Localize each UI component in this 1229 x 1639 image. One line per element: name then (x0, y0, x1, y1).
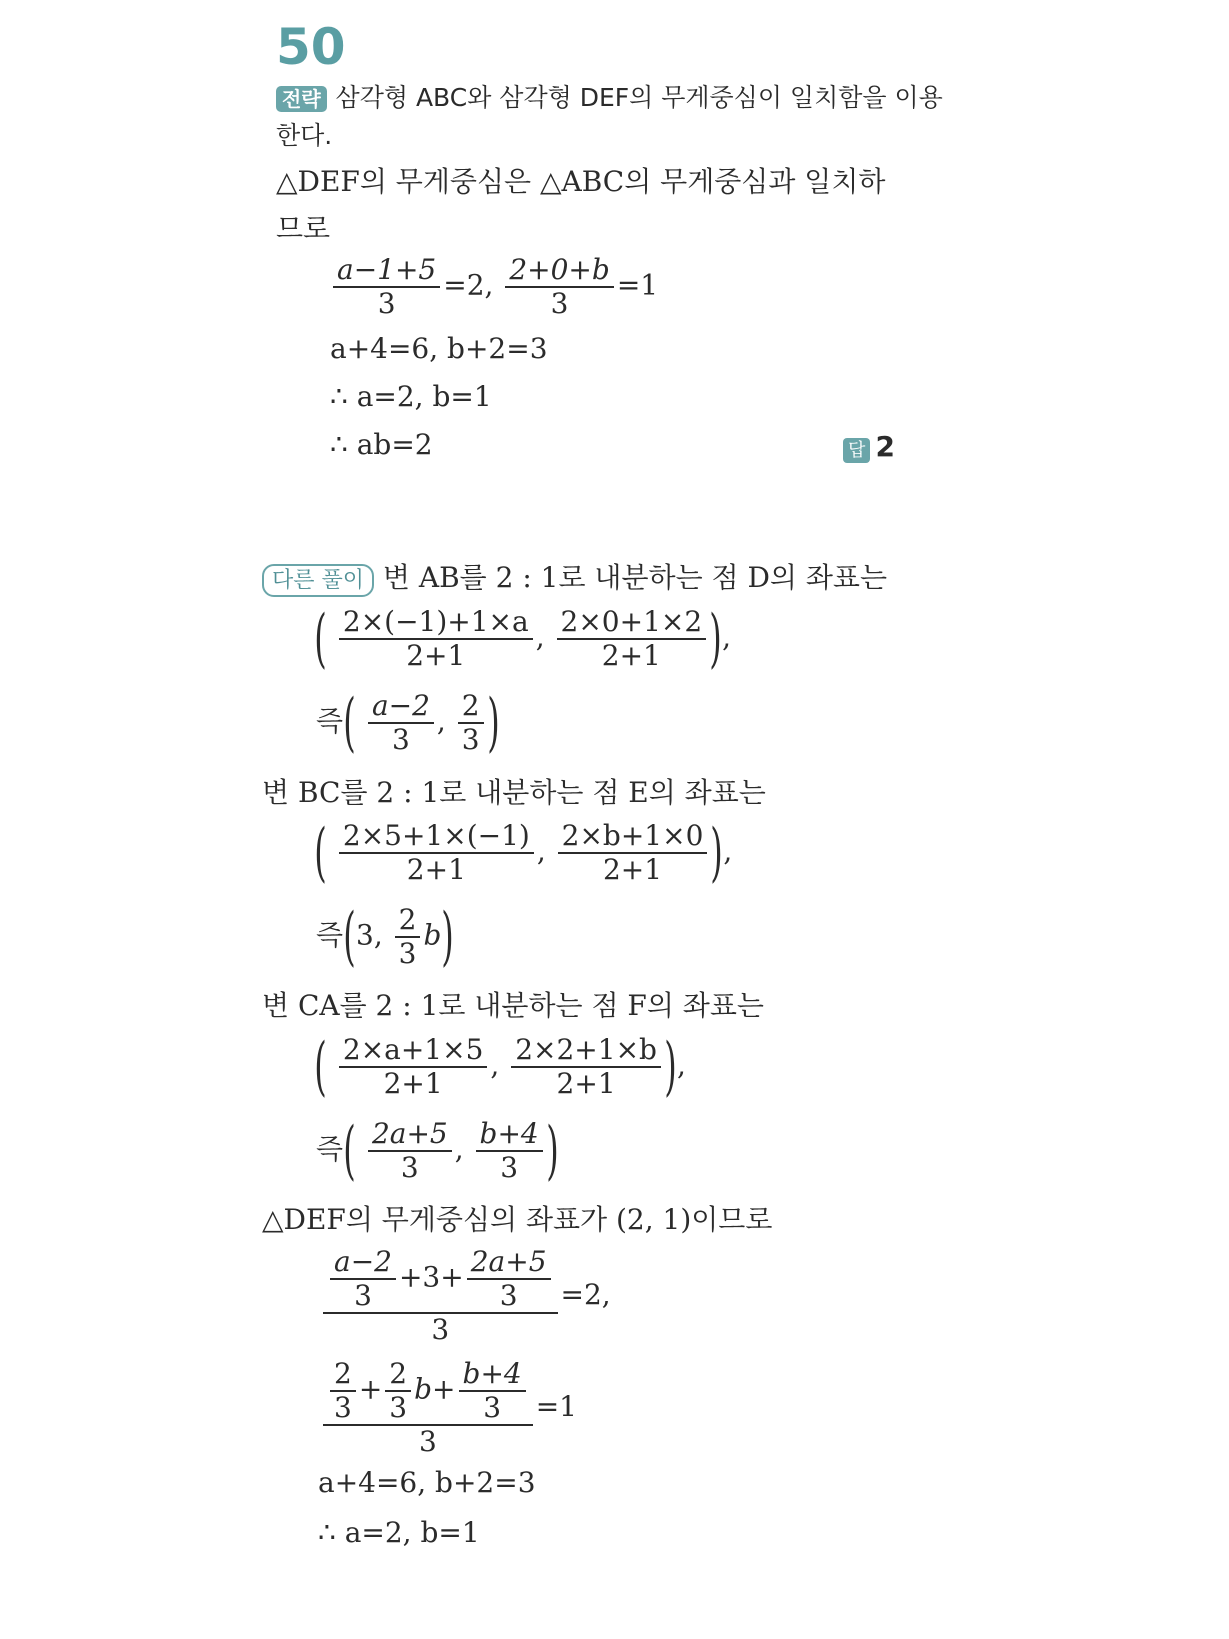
equation-centroid: $\frac{a-1+5}{3}$ =2, $\frac{2+0+b}{3}$ =1 (330, 254, 658, 320)
point-d-result: 즉( $\frac{a-2}{3}$ , $\frac{2}{3}$ ) (316, 686, 500, 761)
equation-solution: ∴ a=2, b=1 (330, 380, 492, 413)
alt-equation-linear: a+4=6, b+2=3 (318, 1466, 536, 1499)
equation-product: ∴ ab=2 (330, 428, 433, 461)
centroid-x-equation: $\frac{a-2}{3}$ +3+ $\frac{2a+5}{3}$ 3 =2, (320, 1246, 611, 1347)
answer-badge: 답 (843, 438, 870, 463)
strategy-badge: 전략 (276, 86, 327, 112)
intro-line-2: 므로 (276, 212, 331, 245)
problem-number: 50 (276, 18, 346, 76)
equation-linear: a+4=6, b+2=3 (330, 332, 548, 365)
strategy-line-2: 한다. (276, 121, 333, 150)
centroid-intro: △DEF의 무게중심의 좌표가 (2, 1)이므로 (262, 1203, 773, 1236)
alt-intro-f: 변 CA를 2 : 1로 내분하는 점 F의 좌표는 (262, 989, 764, 1022)
strategy-line-1 (276, 78, 943, 114)
alt-intro-e: 변 BC를 2 : 1로 내분하는 점 E의 좌표는 (262, 776, 766, 809)
point-e-result: 즉(3, $\frac{2}{3}$ b) (316, 900, 455, 975)
point-e-coordinates: ( $\frac{2\times 5+1\times(-1)}{2+1}$ , $\frac{2\times b+1\times 0}{2+1}$ ), (314, 816, 733, 891)
point-f-result: 즉( $\frac{2a+5}{3}$ , $\frac{b+4}{3}$ ) (316, 1114, 559, 1189)
alt-equation-solution: ∴ a=2, b=1 (318, 1516, 480, 1549)
alt-intro-d: 다른 풀이 변 AB를 2 : 1로 내분하는 점 D의 좌표는 (262, 556, 887, 596)
intro-line-1: △DEF의 무게중심은 △ABC의 무게중심과 일치하 (276, 165, 886, 198)
point-d-coordinates: ( $\frac{2\times(-1)+1\times a}{2+1}$ , $\frac{2\times 0+1\times 2}{2+1}$ ), (314, 602, 732, 677)
alt-solution-badge: 다른 풀이 (262, 564, 374, 597)
answer-value: 2 (875, 430, 895, 463)
answer (843, 430, 895, 463)
fraction: $\frac{a-1+5}{3}$ (333, 254, 440, 320)
strategy-text: 삼각형 ABC와 삼각형 DEF의 무게중심이 일치함을 이용 (335, 83, 943, 112)
point-f-coordinates: ( $\frac{2\times a+1\times 5}{2+1}$ , $\frac{2\times 2+1\times b}{2+1}$ ), (314, 1030, 686, 1105)
centroid-y-equation: $\frac{2}{3}$ + $\frac{2}{3}$ b+ $\frac{b+4}{3}$ 3 =1 (320, 1358, 577, 1459)
fraction: $\frac{2+0+b}{3}$ (505, 254, 613, 320)
